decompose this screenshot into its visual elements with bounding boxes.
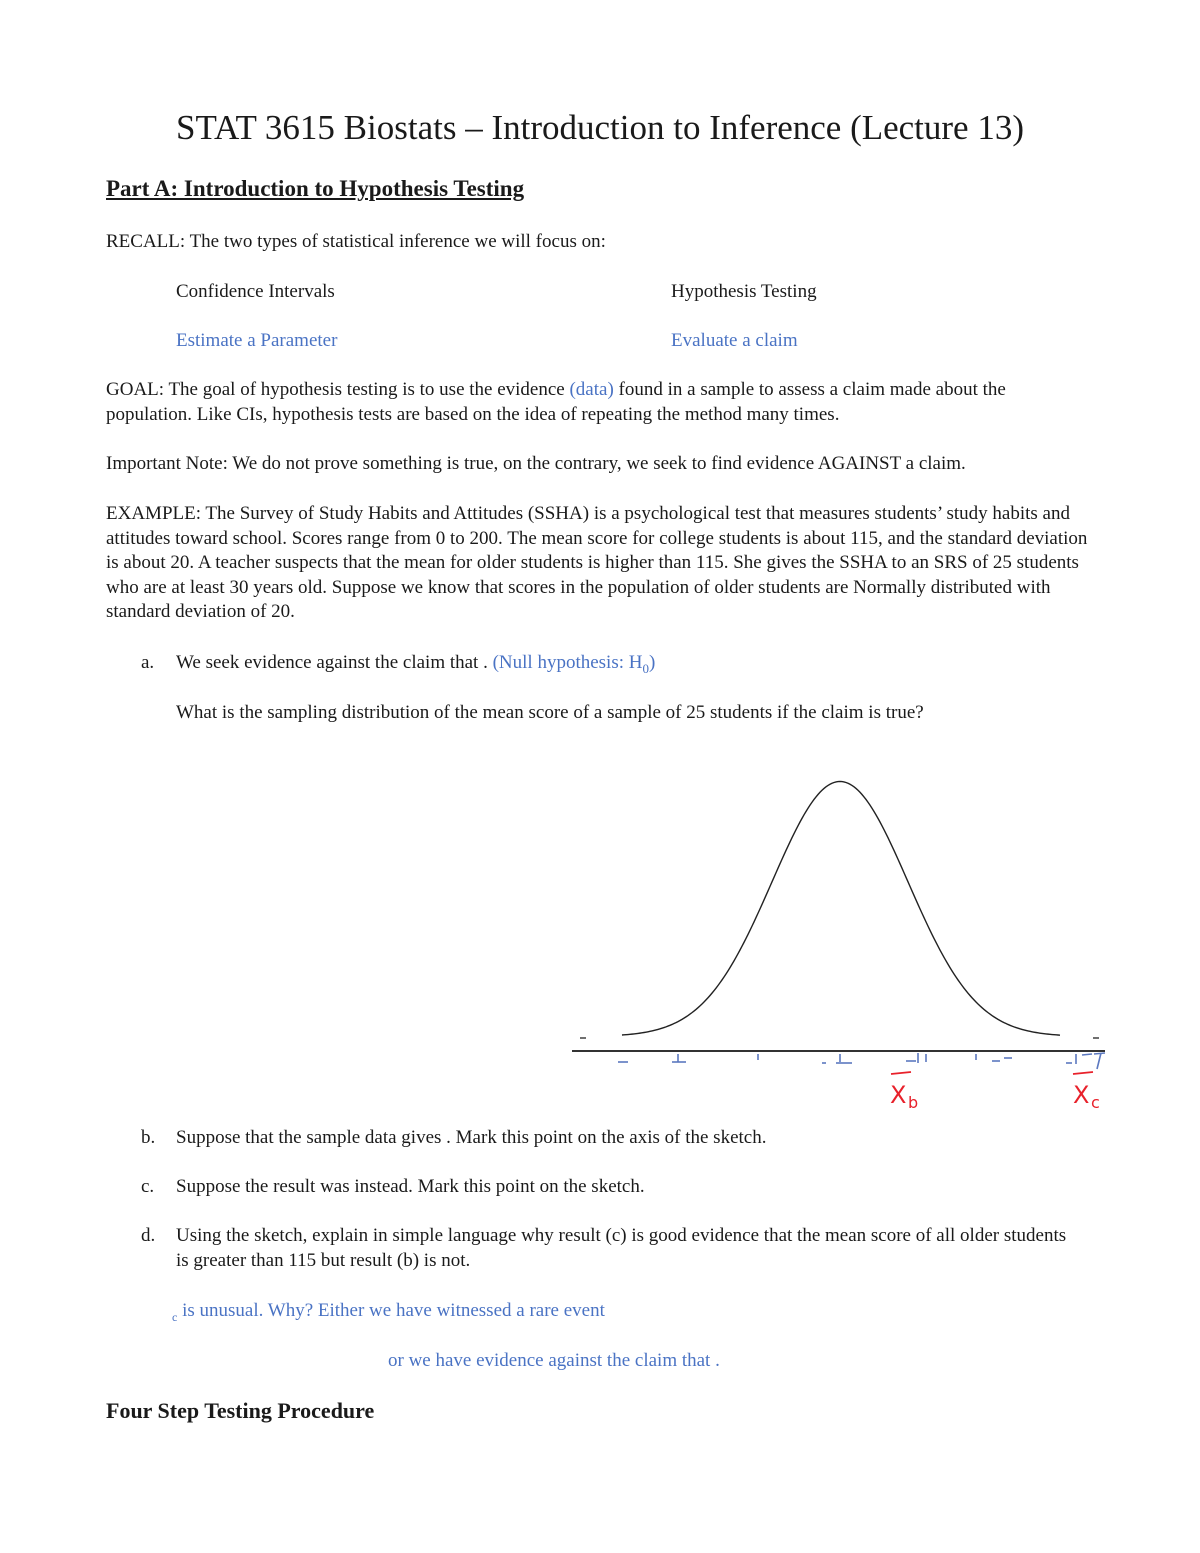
goal-text: GOAL: The goal of hypothesis testing is to use the evidence — [106, 379, 570, 400]
item-b-text: Suppose that the sample data gives . Mark this point on the axis of the sketch. — [176, 1127, 767, 1148]
xbar-c-label — [1073, 1072, 1100, 1112]
item-c-text: Suppose the result was instead. Mark this point on the sketch. — [176, 1176, 645, 1197]
page-title: STAT 3615 Biostats – Introduction to Inference (Lecture 13) — [176, 108, 1024, 147]
null-hypothesis-label: (Null hypothesis: $H_0$) — [492, 652, 656, 676]
normal-curve-sketch — [560, 765, 1120, 1120]
item-a-marker: a. — [141, 652, 155, 673]
goal-highlight: (data) — [569, 379, 614, 400]
ht-answer: Evaluate a claim — [671, 330, 798, 351]
tick-mark — [1082, 1054, 1092, 1055]
normal-curve — [622, 782, 1060, 1036]
item-a-question: What is the sampling distribution of the mean score of a sample of 25 students if the claim is true? — [176, 702, 924, 723]
ci-answer: Estimate a Parameter — [176, 330, 338, 351]
axis-tick-marks — [618, 1053, 1105, 1069]
svg-text:X: X — [1073, 1081, 1090, 1109]
svg-text:b: b — [908, 1093, 919, 1112]
tick-mark — [1094, 1053, 1105, 1054]
item-c-marker: c. — [141, 1176, 155, 1197]
goal-paragraph — [106, 378, 1096, 427]
item-d-text: Using the sketch, explain in simple language why result (c) is good evidence that the mean score of all older students is greater than 115 but result (b) is not. — [176, 1225, 1067, 1271]
ci-heading: Confidence Intervals — [176, 281, 335, 302]
ht-heading: Hypothesis Testing — [671, 281, 817, 302]
four-step-heading: Four Step Testing Procedure — [106, 1398, 375, 1423]
goal-text-rest: found in a sample to assess a claim made about the population. Like CIs, hypothesis tests are based on the idea of repeating the method many times. — [106, 379, 1006, 425]
part-a-heading: Part A: Introduction to Hypothesis Testing — [106, 176, 525, 201]
svg-text:X: X — [890, 1081, 907, 1109]
example-paragraph: EXAMPLE: The Survey of Study Habits and Attitudes (SSHA) is a psychological test that measures students’ study habits and attitudes toward school. Scores range from 0 to 200. The mean score for college students is about 115, and the standard deviation is about 20. A teacher suspects that the mean for older students is higher than 115. She gives the SSHA to an SRS of 25 students who are at least 30 years old. Suppose we know that scores in the population of older students are Normally distributed with standard deviation of 20. — [106, 503, 1088, 622]
item-a-text — [176, 650, 1076, 681]
item-a-claim: We seek evidence against the claim that . — [176, 652, 493, 673]
xbar-b-label — [890, 1072, 918, 1112]
item-b-marker: b. — [141, 1127, 156, 1148]
tick-mark — [1097, 1053, 1101, 1069]
item-d-marker: d. — [141, 1225, 156, 1246]
item-d-answer-line2: or we have evidence against the claim that . — [388, 1350, 720, 1371]
recall-text: RECALL: The two types of statistical inference we will focus on: — [106, 231, 606, 252]
item-d-answer-line1: $_c$ is unusual. Why? Either we have witnessed a rare event — [172, 1300, 605, 1324]
svg-text:c: c — [1091, 1093, 1100, 1112]
important-note: Important Note: We do not prove something is true, on the contrary, we seek to find evidence AGAINST a claim. — [106, 453, 966, 474]
